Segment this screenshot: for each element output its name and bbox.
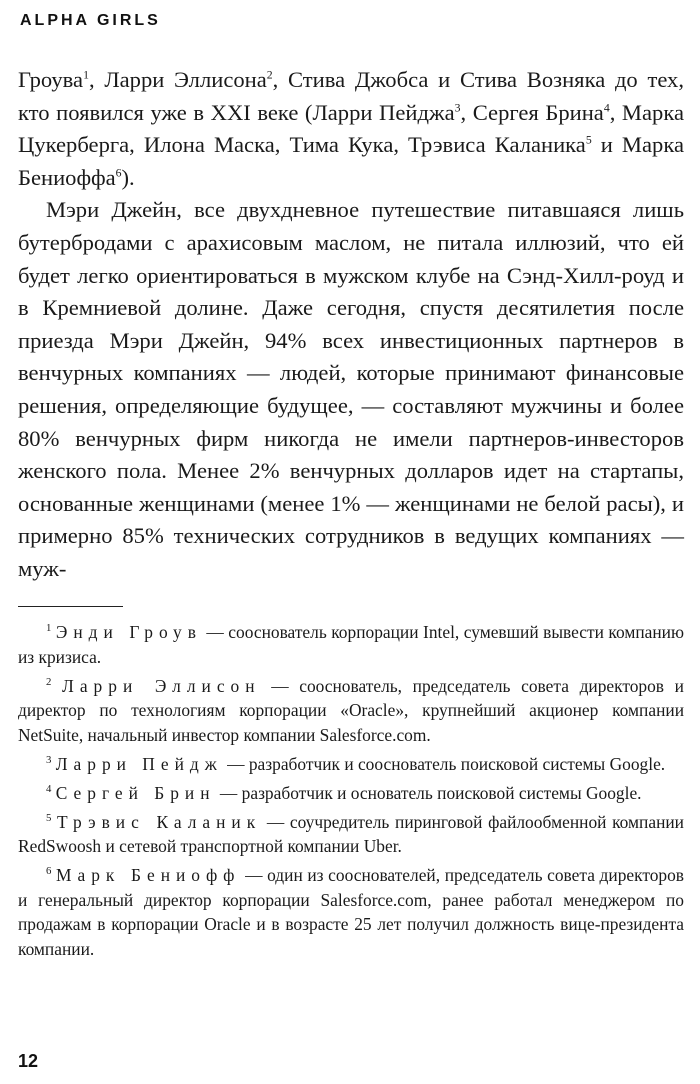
footnote-divider — [18, 606, 123, 607]
footnote-ref[interactable]: 5 — [585, 133, 592, 147]
footnote-1 — [18, 620, 684, 669]
main-text — [18, 64, 684, 586]
footnote-5 — [18, 810, 684, 859]
footnote-number: 2 — [46, 675, 52, 688]
paragraph-2: Мэри Джейн, все двухдневное путешествие питавшаяся лишь бутербродами с арахисовым маслом, не питала иллюзий, что ей будет легко ориентироваться в мужском клубе на Сэнд-Хилл-роуд и в Кремниевой долине. Даже сегодня, спустя десятилетия после приезда Мэри Джейн, 94% всех инвестиционных партнеров в венчурных компаниях — людей, которые принимают финансовые решения, определяющие будущее, — составляют мужчины и более 80% венчурных фирм никогда не имели партнеров-инвесторов женского пола. Менее 2% венчурных долларов идет на стартапы, основанные женщинами (менее 1% — женщинами не белой расы), и примерно 85% технических сотрудников в ведущих компаниях — муж- — [18, 197, 684, 581]
footnote-ref[interactable]: 4 — [603, 101, 610, 115]
footnote-2 — [18, 674, 684, 748]
footnote-number: 6 — [46, 865, 52, 878]
footnote-text: — соучредитель пиринговой файлообменной компании RedSwoosh и сетевой транспортной компании Uber. — [18, 811, 684, 856]
footnote-6 — [18, 863, 684, 961]
footnote-4 — [18, 781, 684, 806]
footnote-ref[interactable]: 2 — [266, 68, 273, 82]
footnote-number: 1 — [46, 622, 52, 635]
footnote-text: — один из сооснователей, председатель совета директоров и генеральный директор корпорации Salesforce.com, ранее работал менеджером по продажам в корпорации Oracle и в возрасте 25 лет получил должность вице-президента компании. — [18, 865, 684, 959]
footnote-3 — [18, 752, 684, 777]
running-header: ALPHA GIRLS — [20, 12, 161, 29]
footnote-text: — сооснователь корпорации Intel, сумевший вывести компанию из кризиса. — [18, 622, 684, 667]
footnote-number: 5 — [46, 811, 52, 824]
footnote-ref[interactable]: 1 — [83, 68, 89, 82]
footnote-text: — разработчик и основатель поисковой системы Google. — [215, 782, 642, 803]
footnote-number: 4 — [46, 782, 52, 795]
footnote-text: — разработчик и сооснователь поисковой системы Google. — [222, 753, 666, 774]
footnote-name: Ларри Эллисон — [62, 675, 261, 696]
paragraph-1: Гроува$^1$, Ларри Эллисона$^2$, Стива Джобса и Стива Возняка до тех, кто появился уже в XXI веке (Ларри Пейджа$^3$, Сергея Брина$^4$, Марка Цукерберга, Илона Маска, Тима Кука, Трэвиса Каланика$^5$ и Марка Бениоффа$^6$). — [18, 67, 685, 190]
footnote-text: — сооснователь, председатель совета директоров и директор по технологиям корпорации «Oracle», крупнейший акционер компании NetSuite, начальный инвестор компании Salesforce.com. — [18, 675, 684, 745]
footnote-number: 3 — [46, 753, 52, 766]
footnote-name: Ларри Пейдж — [55, 753, 223, 774]
footnote-name: Энди Гроув — [55, 622, 202, 642]
footnote-name: Марк Бениофф — [56, 865, 241, 885]
page-number: 12 — [18, 1051, 39, 1071]
footnote-ref[interactable]: 3 — [454, 101, 461, 115]
footnote-name: Сергей Брин — [55, 782, 216, 803]
footnotes — [18, 620, 684, 966]
footnote-ref[interactable]: 6 — [115, 166, 122, 180]
footnote-name: Трэвис Каланик — [57, 811, 262, 832]
